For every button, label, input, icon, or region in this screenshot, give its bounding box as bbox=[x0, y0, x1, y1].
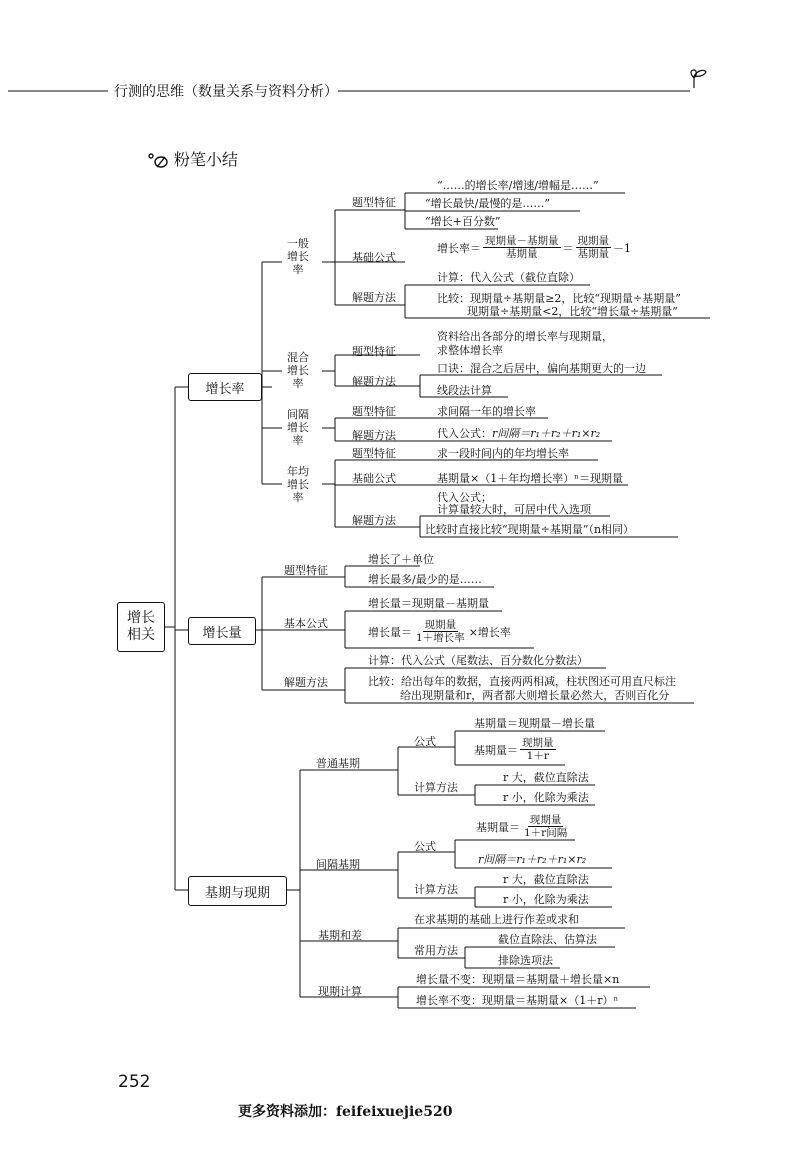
root-node bbox=[117, 602, 165, 652]
interval-calc-label: 计算方法 bbox=[414, 883, 458, 896]
formula-lhs: 基期量＝ bbox=[474, 743, 518, 757]
amount-features-label: 题型特征 bbox=[284, 564, 328, 577]
formula-lhs: 基期量＝ bbox=[476, 820, 520, 834]
section-title: 粉笔小结 bbox=[174, 150, 239, 169]
normal-formula-2 bbox=[474, 737, 558, 762]
sum-diff-method-2: 排除选项法 bbox=[498, 954, 553, 967]
general-feature-1: “……的增长率/增速/增幅是……” bbox=[437, 179, 599, 192]
annual-method-3: 比较时直接比较“现期量÷基期量”（n相同） bbox=[425, 523, 635, 536]
mixed-feature-1: 资料给出各部分的增长率与现期量， bbox=[437, 330, 613, 343]
sum-diff-note: 在求基期的基础上进行作差或求和 bbox=[414, 913, 579, 926]
interval-method-label: 解题方法 bbox=[352, 429, 396, 442]
annual-feature: 求一段时间内的年均增长率 bbox=[437, 447, 569, 460]
annual-formula: 基期量×（1＋年均增长率）ⁿ＝现期量 bbox=[437, 472, 623, 485]
interval-feature: 求间隔一年的增长率 bbox=[437, 405, 536, 418]
interval-formula-label: 公式 bbox=[414, 840, 436, 853]
fraction-numerator: 现期量 bbox=[577, 235, 609, 247]
current-calc-label: 现期计算 bbox=[318, 985, 362, 998]
normal-formula-1: 基期量＝现期量－增长量 bbox=[474, 717, 595, 730]
amount-method-label: 解题方法 bbox=[284, 676, 328, 689]
sum-diff-method-1: 截位直除法、估算法 bbox=[498, 933, 597, 946]
annual-features-label: 题型特征 bbox=[352, 447, 396, 460]
amount-formula-label: 基本公式 bbox=[284, 617, 328, 630]
general-method-3: 现期量÷基期量<2，比较“增长量÷基期量” bbox=[467, 305, 678, 318]
fraction-numerator: 现期量 bbox=[424, 619, 457, 631]
normal-formula-label: 公式 bbox=[414, 735, 436, 748]
node-base-current: 基期与现期 bbox=[188, 876, 287, 906]
formula-tail: －1 bbox=[613, 241, 631, 255]
amount-method-1: 计算：代入公式（尾数法、百分数化分数法） bbox=[368, 654, 588, 667]
annual-method-2: 计算量较大时，可居中代入选项 bbox=[437, 503, 591, 516]
fraction-numerator: 现期量 bbox=[529, 814, 562, 826]
fraction-denominator: 1＋r bbox=[526, 750, 549, 762]
fraction-denominator: 基期量 bbox=[577, 248, 609, 260]
annual-formula-label: 基础公式 bbox=[352, 472, 396, 485]
amount-method-2: 比较：给出每年的数据，直接两两相减，柱状图还可用直尺标注 bbox=[368, 675, 676, 688]
header-title: 行测的思维（数量关系与资料分析） bbox=[114, 84, 338, 100]
mixed-features-label: 题型特征 bbox=[352, 345, 396, 358]
sum-diff-label: 基期和差 bbox=[318, 929, 362, 942]
general-method-label: 解题方法 bbox=[352, 291, 396, 304]
annual-method-label: 解题方法 bbox=[352, 514, 396, 527]
fraction-numerator: 现期量 bbox=[522, 737, 554, 749]
general-feature-2: “增长最快/最慢的是……” bbox=[425, 197, 550, 210]
sprout-icon bbox=[690, 66, 716, 94]
fraction-numerator: 现期量－基期量 bbox=[485, 235, 559, 247]
page-number: 252 bbox=[118, 1072, 151, 1092]
mixed-method-2: 线段法计算 bbox=[437, 384, 492, 397]
formula-tail: ×增长率 bbox=[468, 625, 511, 639]
annual-method-1: 代入公式； bbox=[437, 491, 492, 504]
normal-calc-label: 计算方法 bbox=[414, 781, 458, 794]
normal-calc-2: r 小，化除为乘法 bbox=[503, 791, 589, 804]
mixed-feature-2: 求整体增长率 bbox=[437, 344, 503, 357]
fraction-denominator: 基期量 bbox=[506, 248, 538, 260]
method-prefix: 代入公式： bbox=[437, 427, 492, 440]
sum-diff-method-label: 常用方法 bbox=[414, 944, 458, 957]
pen-icon bbox=[146, 150, 172, 174]
amount-formula-1: 增长量＝现期量－基期量 bbox=[368, 597, 489, 610]
interval-formula-1 bbox=[476, 814, 571, 839]
mixed-method-label: 解题方法 bbox=[352, 375, 396, 388]
interval-features-label: 题型特征 bbox=[352, 405, 396, 418]
fraction bbox=[522, 814, 569, 839]
interval-formula-2: r间隔＝r₁＋r₂＋r₁×r₂ bbox=[478, 853, 587, 866]
amount-method-3: 给出现期量和r，两者都大则增长量必然大，否则百化分 bbox=[400, 689, 670, 702]
general-method-1: 计算：代入公式（截位直除） bbox=[437, 271, 580, 284]
formula-lhs: 增长率＝ bbox=[437, 241, 481, 255]
amount-feature-1: 增长了＋单位 bbox=[368, 553, 434, 566]
interval-growth-rate-label: 间隔增长率 bbox=[287, 408, 309, 447]
interval-method bbox=[437, 427, 600, 440]
method-formula: r间隔＝r₁＋r₂＋r₁×r₂ bbox=[492, 427, 601, 440]
root-label: 增长相关 bbox=[127, 610, 155, 643]
interval-calc-2: r 小，化除为乘法 bbox=[503, 893, 589, 906]
annual-growth-rate-label: 年均增长率 bbox=[287, 465, 309, 504]
fraction bbox=[576, 235, 612, 260]
mixed-growth-rate-label: 混合增长率 bbox=[287, 351, 309, 390]
general-formula-label: 基础公式 bbox=[352, 251, 396, 264]
interval-base-label: 间隔基期 bbox=[316, 858, 360, 871]
general-method-2: 比较：现期量÷基期量≥2，比较“现期量÷基期量” bbox=[437, 292, 681, 305]
amount-feature-2: 增长最多/最少的是…… bbox=[368, 573, 482, 586]
footer-note: 更多资料添加：feifeixuejie520 bbox=[238, 1104, 453, 1120]
normal-calc-1: r 大，截位直除法 bbox=[503, 771, 589, 784]
current-calc-2: 增长率不变：现期量＝基期量×（1＋r）ⁿ bbox=[416, 994, 619, 1007]
amount-formula-2 bbox=[368, 619, 511, 644]
fraction bbox=[483, 235, 561, 260]
formula-eq: ＝ bbox=[562, 241, 574, 255]
node-growth-amount: 增长量 bbox=[188, 617, 256, 645]
fraction-denominator: 1＋增长率 bbox=[416, 632, 465, 644]
general-formula bbox=[437, 235, 631, 260]
fraction bbox=[520, 737, 556, 762]
interval-calc-1: r 大，截位直除法 bbox=[503, 873, 589, 886]
fraction-denominator: 1＋r间隔 bbox=[524, 827, 568, 839]
mixed-method-1: 口诀：混合之后居中，偏向基期更大的一边 bbox=[437, 362, 646, 375]
fraction bbox=[414, 619, 467, 644]
formula-lhs: 增长量＝ bbox=[368, 625, 412, 639]
general-features-label: 题型特征 bbox=[352, 196, 396, 209]
node-growth-rate: 增长率 bbox=[188, 373, 262, 401]
normal-base-label: 普通基期 bbox=[316, 757, 360, 770]
general-growth-rate-label: 一般增长率 bbox=[287, 237, 309, 276]
current-calc-1: 增长量不变：现期量＝基期量＋增长量×n bbox=[416, 973, 620, 986]
general-feature-3: “增长+百分数” bbox=[425, 215, 501, 228]
